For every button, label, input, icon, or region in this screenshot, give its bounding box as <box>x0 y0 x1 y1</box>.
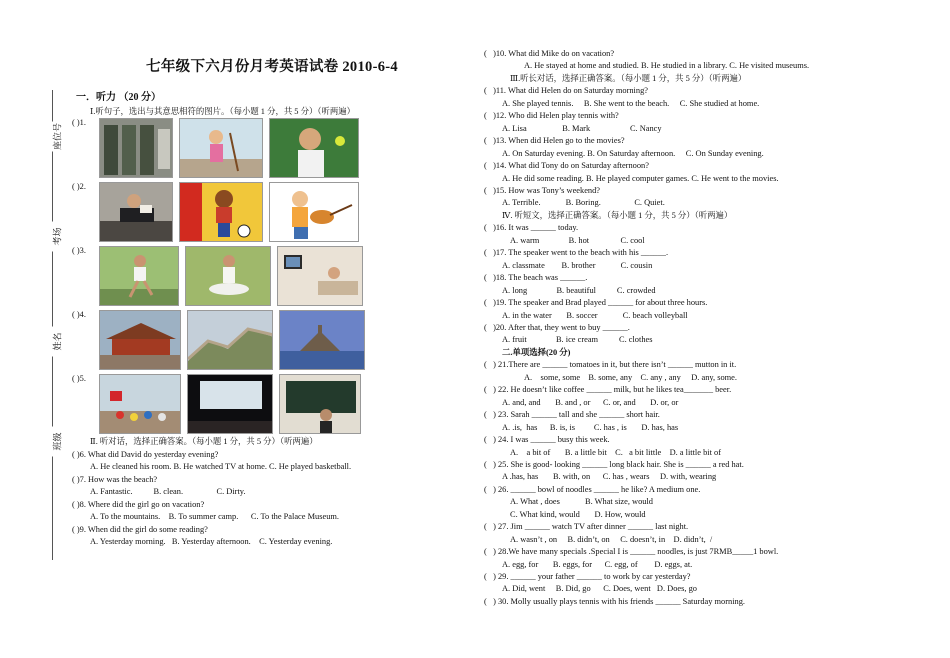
question-line: ( ) 21.There are ______ tomatoes in it, but there isn’t ______ mutton in it. <box>484 360 737 370</box>
palace-museum-photo <box>99 310 181 370</box>
answer-options: A. He did some reading. B. He played computer games. C. He went to the movies. <box>502 173 779 183</box>
tour-group-photo <box>99 374 181 434</box>
picture-question-3 <box>72 246 472 306</box>
boy-soccer-cartoon <box>179 182 263 242</box>
answer-options: A. warm B. hot C. cool <box>510 235 645 245</box>
exam-room-label: 考场 <box>51 222 64 252</box>
answer-options: C. What kind, would D. How, would <box>510 509 646 519</box>
question-number: ( )1. <box>72 118 86 128</box>
answer-options: A. Fantastic. B. clean. C. Dirty. <box>90 487 246 497</box>
question-line: ( )6. What did David do yesterday evening? <box>72 449 219 459</box>
boy-guitar-cartoon <box>269 182 359 242</box>
answer-options: A. What , does B. What size, would <box>510 497 653 507</box>
question-line: ( )11. What did Helen do on Saturday morning? <box>484 86 648 96</box>
answer-options: A. wasn’t , on B. didn’t, on C. doesn’t, in D. didn’t, / <box>510 534 713 544</box>
question-line: ( )16. It was ______ today. <box>484 223 579 233</box>
answer-options: A. She played tennis. B. She went to the beach. C. She studied at home. <box>502 98 760 108</box>
picture-question-list <box>72 118 472 434</box>
answer-options: 二.单项选择(20 分) <box>502 347 571 357</box>
answer-options: A. .is, has B. is, is C. has , is D. has, has <box>502 422 679 432</box>
answer-options: A. fruit B. ice cream C. clothes <box>502 335 653 345</box>
answer-options: A. Lisa B. Mark C. Nancy <box>502 123 662 133</box>
answer-options: A. classmate B. brother C. cousin <box>502 260 653 270</box>
question-number: ( )4. <box>72 310 86 320</box>
picture-question-1 <box>72 118 472 178</box>
answer-options: A .has, has B. with, on C. has , wears D. with, wearing <box>502 472 717 482</box>
girl-running-photo <box>99 246 179 306</box>
cinema-photo <box>187 374 273 434</box>
question-line: ( )15. How was Tony’s weekend? <box>484 185 601 195</box>
answer-options: A. egg, for B. eggs, for C. egg, of D. eggs, at. <box>502 559 693 569</box>
answer-options: A. and, and B. and , or C. or, and D. or, or <box>502 397 679 407</box>
question-line: ( )20. After that, they went to buy ______. <box>484 322 630 332</box>
library-photo <box>99 118 173 178</box>
girl-mopping-cartoon <box>179 118 263 178</box>
question-number: ( )5. <box>72 374 86 384</box>
answer-options: Ⅳ. 听短文，选择正确答案。（每小题 1 分，共 5 分）（听两遍） <box>502 210 733 220</box>
answer-options: A. He stayed at home and studied. B. He studied in a library. C. He visited museums. <box>524 61 810 71</box>
name-label: 姓名 <box>51 327 64 357</box>
question-line: ( )18. The beach was ______. <box>484 273 588 283</box>
class-label: 班级 <box>51 427 64 457</box>
section-listening-heading: 一．听力 （20 分） <box>76 92 161 103</box>
question-number: ( )3. <box>72 246 86 256</box>
picture-question-4 <box>72 310 472 370</box>
answer-options: A. He cleaned his room. B. He watched TV at home. C. He played basketball. <box>90 462 352 472</box>
tennis-player-photo <box>269 118 359 178</box>
question-line: ( ) 29. ______ your father ______ to work by car yesterday? <box>484 572 691 582</box>
answer-options: A. On Saturday evening. B. On Saturday afternoon. C. On Sunday evening. <box>502 148 764 158</box>
question-line: ( )7. How was the beach? <box>72 474 158 484</box>
listening-part2-instructions: Ⅱ. 听对话，选择正确答案。（每小题 1 分，共 5 分）（听两遍） <box>90 437 318 447</box>
answer-options: Ⅲ.听长对话，选择正确答案。（每小题 1 分，共 5 分）（听两遍） <box>510 73 747 83</box>
picture-question-2 <box>72 182 472 242</box>
answer-options: A. in the water B. soccer C. beach volleyball <box>502 310 688 320</box>
answer-options: A. long B. beautiful C. crowded <box>502 285 656 295</box>
answer-options: A. Yesterday morning. B. Yesterday afternoon. C. Yesterday evening. <box>90 537 333 547</box>
man-reading-photo <box>99 182 173 242</box>
question-line: ( ) 26. ______ bowl of noodles ______ he like? A medium one. <box>484 484 701 494</box>
question-line: ( )17. The speaker went to the beach with his ______. <box>484 248 669 258</box>
woman-yoga-photo <box>185 246 271 306</box>
summer-palace-photo <box>279 310 365 370</box>
listening-dialogue-questions <box>72 449 472 549</box>
question-line: ( ) 24. I was ______ busy this week. <box>484 435 610 445</box>
question-line: ( )8. Where did the girl go on vacation? <box>72 499 205 509</box>
question-line: ( ) 22. He doesn’t like coffee ______ milk, but he likes tea_______ beer. <box>484 385 732 395</box>
answer-options: A. Did, went B. Did, go C. Does, went D. Does, go <box>502 584 697 594</box>
question-line: ( ) 25. She is good- looking ______ long black hair. She is ______ a red hat. <box>484 459 744 469</box>
question-line: ( )13. When did Helen go to the movies? <box>484 136 625 146</box>
answer-options: A. a bit of B. a little bit C. a bit little D. a little bit of <box>510 447 721 457</box>
question-line: ( )12. Who did Helen play tennis with? <box>484 111 619 121</box>
page-title: 七年级下六月份月考英语试卷 2010-6-4 <box>146 59 398 75</box>
answer-options: A. some, some B. some, any C. any , any D. any, some. <box>524 372 737 382</box>
question-line: ( ) 28.We have many specials .Special I is ______ noodles, is just 7RMB_____1 bowl. <box>484 547 779 557</box>
question-line: ( )19. The speaker and Brad played ______ for about three hours. <box>484 298 708 308</box>
binding-line <box>52 90 53 560</box>
left-column <box>72 50 472 549</box>
answer-options: A. To the mountains. B. To summer camp. C. To the Palace Museum. <box>90 512 339 522</box>
question-line: ( ) 23. Sarah ______ tall and she ______ short hair. <box>484 410 660 420</box>
question-line: ( )14. What did Tony do on Saturday afternoon? <box>484 161 649 171</box>
question-line: ( ) 30. Molly usually plays tennis with his friends ______ Saturday morning. <box>484 596 745 606</box>
classroom-photo <box>279 374 361 434</box>
woman-watching-tv-photo <box>277 246 363 306</box>
great-wall-photo <box>187 310 273 370</box>
answer-options: A. Terrible. B. Boring. C. Quiet. <box>502 198 665 208</box>
listening-part1-instructions: Ⅰ.听句子，选出与其意思相符的图片。（每小题 1 分，共 5 分）（听两遍） <box>90 107 356 116</box>
right-column <box>484 48 924 608</box>
seat-number-label: 座位号 <box>52 123 63 151</box>
question-line: ( ) 27. Jim ______ watch TV after dinner ______ last night. <box>484 522 689 532</box>
question-line: ( )9. When did the girl do some reading? <box>72 524 208 534</box>
question-number: ( )2. <box>72 182 86 192</box>
question-line: ( )10. What did Mike do on vacation? <box>484 49 615 58</box>
binding-margin <box>38 90 68 560</box>
picture-question-5 <box>72 374 472 434</box>
